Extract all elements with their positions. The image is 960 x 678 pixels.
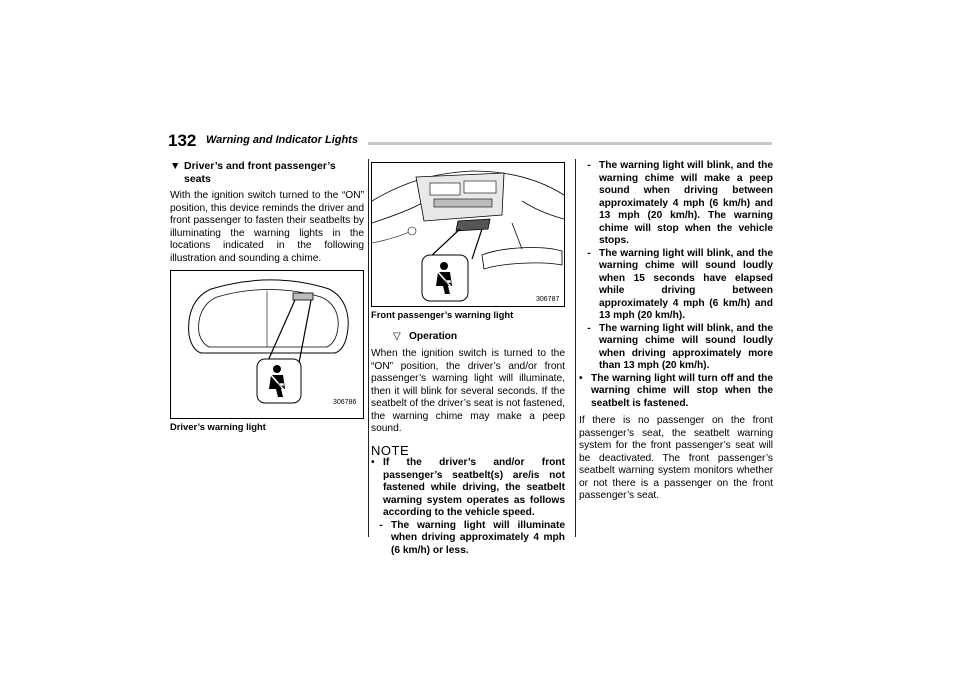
passenger-paragraph: If there is no passenger on the front passenger’s seat, the seatbelt warning system for the front passenger’s seat will be deactivated. The front passenger’s seatbelt warning system monitors whether or not there is a passenger on the front passenger’s seat. <box>579 415 773 501</box>
figure-code: 306786 <box>333 399 357 406</box>
dash-marker: - <box>587 247 591 259</box>
note-title: NOTE <box>371 442 410 458</box>
note-dash-item <box>579 248 773 323</box>
note-bullet-text: If the driver’s and/or front passenger’s seatbelt(s) are/is not fastened while driving, the seatbelt warning system operates as follows according to the vehicle speed. <box>383 457 565 518</box>
section-heading <box>170 160 364 185</box>
note-dash-item <box>579 160 773 248</box>
page-number: 132 <box>168 131 197 150</box>
note-dash-text: The warning light will blink, and the warning chime will make a peep sound when driving between approximately 4 mph (6 km/h) and 13 mph (20 km/h). The warning chime will stop when the vehicle stops. <box>599 160 773 246</box>
column-2 <box>371 160 565 557</box>
note-dash-text: The warning light will blink, and the warning chime will sound loudly when 15 seconds have elapsed while driving between approximately 4 mph (6 km/h) and 13 mph (20 km/h). <box>599 247 773 321</box>
column-3 <box>579 160 773 503</box>
dash-marker: - <box>379 519 383 531</box>
driver-warning-figure <box>170 270 364 419</box>
intro-paragraph: With the ignition switch turned to the “ON” position, this device reminds the driver and front passenger to fasten their seatbelts by illuminating the warning lights in the locations indicated in the following illustration and sounding a chime. <box>170 190 364 264</box>
note-dash-text: The warning light will blink, and the warning chime will sound loudly when driving approximately more than 13 mph (20 km/h). <box>599 322 773 371</box>
header-rule <box>368 142 772 145</box>
column-1 <box>170 160 364 434</box>
instrument-cluster-illustration <box>171 271 363 418</box>
figure-caption: Front passenger’s warning light <box>371 309 514 320</box>
section-heading-text: Driver’s and front passenger’s seats <box>184 160 336 185</box>
section-title: Warning and Indicator Lights <box>206 134 358 146</box>
page-header <box>168 133 772 149</box>
note-dash-item <box>371 520 565 558</box>
note-dash-text: The warning light will illuminate when driving approximately 4 mph (6 km/h) or less. <box>391 519 565 556</box>
triangle-outline-icon: ▽ <box>393 330 401 342</box>
note-bullet <box>579 373 773 411</box>
column-divider <box>575 159 576 537</box>
bullet-icon: • <box>371 457 375 468</box>
column-divider <box>368 159 369 537</box>
note-dash-item <box>579 323 773 373</box>
bullet-icon: • <box>579 372 583 384</box>
note-bullet-text: The warning light will turn off and the warning chime will stop when the seatbelt is fastened. <box>591 372 773 409</box>
dash-marker: - <box>587 322 591 334</box>
figure-code: 306787 <box>536 296 560 303</box>
passenger-warning-figure <box>371 162 565 307</box>
subsection-heading-text: Operation <box>409 330 458 342</box>
overhead-console-illustration <box>372 163 564 306</box>
operation-paragraph: When the ignition switch is turned to the “ON” position, the driver’s and/or front passenger’s warning light will illuminate, then it will blink for several seconds. If the seatbelt of the driver’s seat is not fastened, the warning chime may make a peep sound. <box>371 348 565 434</box>
subsection-heading <box>371 331 565 344</box>
figure-caption: Driver’s warning light <box>170 421 266 432</box>
triangle-down-icon: ▼ <box>170 160 181 172</box>
dash-marker: - <box>587 160 591 171</box>
note-bullet <box>371 457 565 520</box>
